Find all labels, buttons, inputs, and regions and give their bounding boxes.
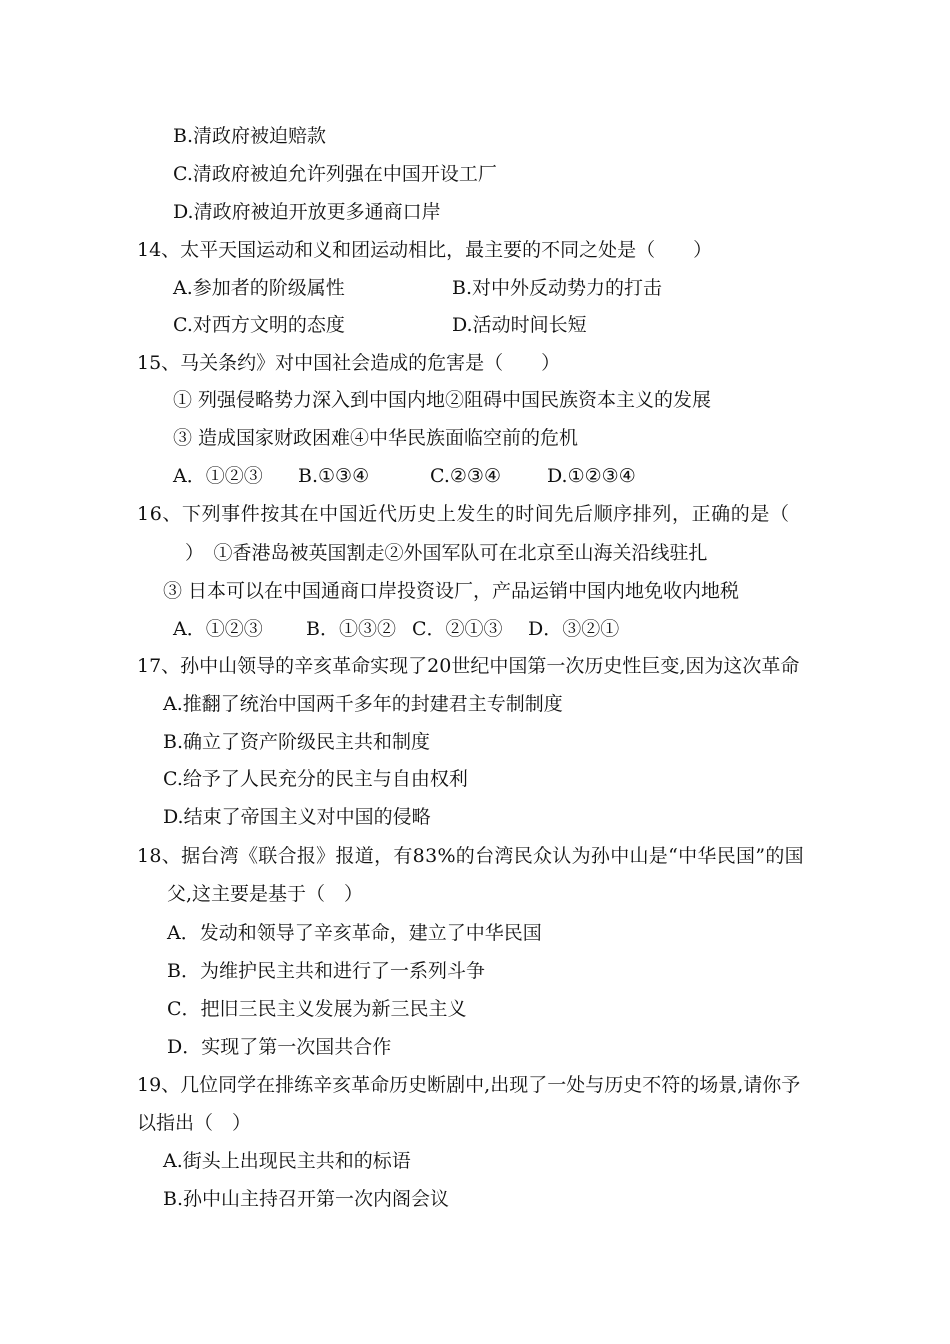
q18-stem-line-1: 18、据台湾《联合报》报道，有83%的台湾民众认为孙中山是“中华民国”的国 [137, 845, 804, 867]
q16-option-b: B．①③② [306, 618, 396, 640]
q15-statement-2: ③ 造成国家财政困难④中华民族面临空前的危机 [173, 427, 579, 449]
q15-option-c: C.②③④ [430, 465, 501, 487]
q18-option-a: A．发动和领导了辛亥革命，建立了中华民国 [167, 922, 542, 944]
q18-option-b: B．为维护民主共和进行了一系列斗争 [167, 960, 485, 982]
q18-option-d: D．实现了第一次国共合作 [167, 1036, 392, 1058]
q19-stem-line-2: 以指出（ ） [137, 1112, 252, 1134]
q15-option-d: D.①②③④ [547, 465, 636, 487]
q16-option-d: D．③②① [528, 618, 620, 640]
q16-stem-line-3: ③ 日本可以在中国通商口岸投资设厂，产品运销中国内地免收内地税 [163, 580, 740, 602]
q15-option-b: B.①③④ [298, 465, 370, 487]
q16-stem-line-1: 16、下列事件按其在中国近代历史上发生的时间先后顺序排列，正确的是（ [137, 503, 790, 525]
q14-option-c: C.对西方文明的态度 [173, 314, 345, 336]
q17-stem: 17、孙中山领导的辛亥革命实现了20世纪中国第一次历史性巨变,因为这次革命 [137, 655, 800, 677]
q16-option-a: A．①②③ [173, 618, 263, 640]
q16-option-c: C．②①③ [412, 618, 503, 640]
q15-statement-1: ① 列强侵略势力深入到中国内地②阻碍中国民族资本主义的发展 [173, 389, 712, 411]
q13-option-c: C.清政府被迫允许列强在中国开设工厂 [173, 163, 497, 185]
q19-stem-line-1: 19、几位同学在排练辛亥革命历史断剧中,出现了一处与历史不符的场景,请你予 [137, 1074, 801, 1096]
q17-option-d: D.结束了帝国主义对中国的侵略 [163, 806, 431, 828]
q14-option-a: A.参加者的阶级属性 [173, 277, 345, 299]
q17-option-b: B.确立了资产阶级民主共和制度 [163, 731, 431, 753]
q14-option-b: B.对中外反动势力的打击 [452, 277, 663, 299]
q17-option-a: A.推翻了统治中国两千多年的封建君主专制制度 [163, 693, 563, 715]
q14-option-d: D.活动时间长短 [452, 314, 587, 336]
q19-option-a: A.街头上出现民主共和的标语 [163, 1150, 411, 1172]
q19-option-b: B.孙中山主持召开第一次内阁会议 [163, 1188, 450, 1210]
q17-option-c: C.给予了人民充分的民主与自由权利 [163, 768, 468, 790]
q18-stem-line-2: 父,这主要是基于（ ） [167, 883, 364, 905]
q15-stem: 15、马关条约》对中国社会造成的危害是（ ） [137, 352, 561, 374]
q16-stem-line-2: ） ①香港岛被英国割走②外国军队可在北京至山海关沿线驻扎 [185, 542, 708, 564]
q13-option-b: B.清政府被迫赔款 [173, 125, 327, 147]
q15-option-a: A．①②③ [173, 465, 263, 487]
q13-option-d: D.清政府被迫开放更多通商口岸 [173, 201, 441, 223]
q18-option-c: C．把旧三民主义发展为新三民主义 [167, 998, 467, 1020]
q14-stem: 14、太平天国运动和义和团运动相比，最主要的不同之处是（ ） [137, 239, 713, 261]
